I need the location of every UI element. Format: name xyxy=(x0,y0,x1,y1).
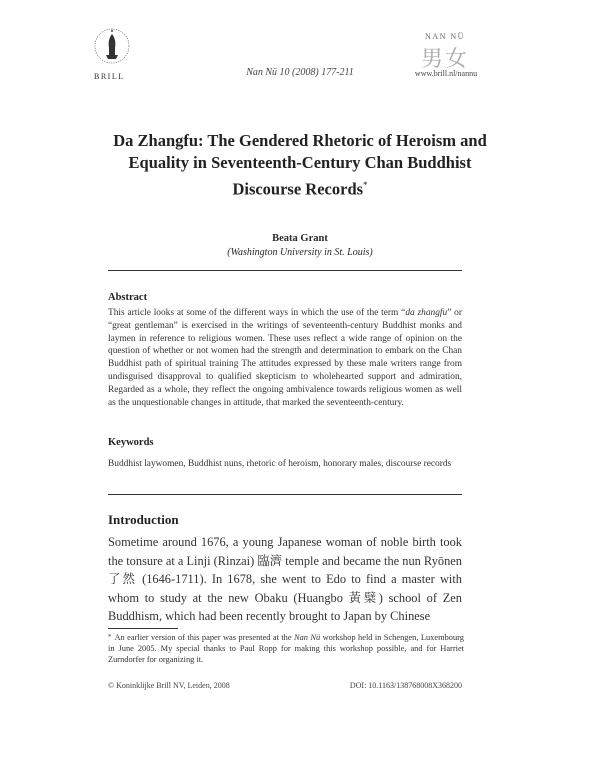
brill-emblem-icon xyxy=(88,22,136,72)
article-title xyxy=(108,130,492,201)
copyright-notice: © Koninklijke Brill NV, Leiden, 2008 xyxy=(108,681,230,690)
abstract-text-part-1: This article looks at some of the different ways in which the use of the term “ xyxy=(108,308,406,318)
article-title-text: Da Zhangfu: The Gendered Rhetoric of Heroism and Equality in Seventeenth-Century Chan Buddhist Discourse Records xyxy=(113,131,487,199)
footnote-rule xyxy=(108,628,178,629)
divider-top xyxy=(108,270,462,271)
divider-bottom xyxy=(108,494,462,495)
publisher-name: BRILL xyxy=(94,72,125,81)
cjk-huangbo: 黃檗 xyxy=(348,590,379,605)
journal-name-latin: NAN NÜ xyxy=(425,32,465,41)
intro-part-3: (1646-1711). In 1678, she went to Edo to find a master with whom to study at the new Obaku (Huangbo xyxy=(108,572,463,605)
abstract-text-part-2: ” or “great gentleman” is exercised in the writings of seventeenth-century Buddhist monks and laymen in reference to religious women. These uses reflect a wide range of opinion on the question of whether or not women had the strength and determination to embark on the Chan Buddhist path of spiritual training The attitudes expressed by these male writers range from undisguised disapproval to qualified skepticism to wholehearted support and admiration, Regarded as a whole, they reflect the ongoing ambivalence towards religious women as well as the unquestionable changes in attitude, that marked the seventeenth-century. xyxy=(108,308,462,408)
introduction-text xyxy=(108,533,462,626)
footnote xyxy=(108,632,464,665)
cjk-linji: 臨濟 xyxy=(257,553,283,568)
footnote-text-2: workshop held in Schengen, Luxembourg in June 2005. My special thanks to Paul Ropp for making this workshop possible, and for Harriet Zurndorfer for organizing it. xyxy=(108,633,464,664)
keywords-heading: Keywords xyxy=(108,437,154,448)
footnote-mark: * xyxy=(108,633,112,641)
introduction-heading: Introduction xyxy=(108,512,179,527)
running-head: Nan Nü 10 (2008) 177-211 xyxy=(246,67,354,78)
abstract-heading: Abstract xyxy=(108,292,148,303)
cjk-ryonen: 了然 xyxy=(108,572,137,586)
abstract-term-da-zhangfu: da zhangfu xyxy=(405,308,448,318)
title-footnote-mark: * xyxy=(363,180,368,190)
intro-part-1: Sometime around 1676, a young Japanese woman of noble birth took the tonsure at a Linji (Rinzai) xyxy=(108,535,462,568)
keywords-text: Buddhist laywomen, Buddhist nuns, rhetoric of heroism, honorary males, discourse records xyxy=(108,459,452,469)
author-affiliation: (Washington University in St. Louis) xyxy=(227,247,373,258)
footnote-text-1: An earlier version of this paper was presented at the xyxy=(114,633,295,642)
journal-url: www.brill.nl/nannu xyxy=(414,69,478,78)
abstract-text xyxy=(108,307,462,409)
doi: DOI: 10.1163/138768008X368200 xyxy=(349,681,462,690)
author-name: Beata Grant xyxy=(272,233,328,244)
intro-part-2: temple and became the nun Ryōnen xyxy=(282,553,462,568)
intro-part-4: ) school of Zen Buddhism, which had been recently brought to Japan by Chinese xyxy=(108,590,463,623)
journal-name-chinese: 男女 xyxy=(420,47,469,72)
footnote-journal-name: Nan Nü xyxy=(294,633,321,642)
